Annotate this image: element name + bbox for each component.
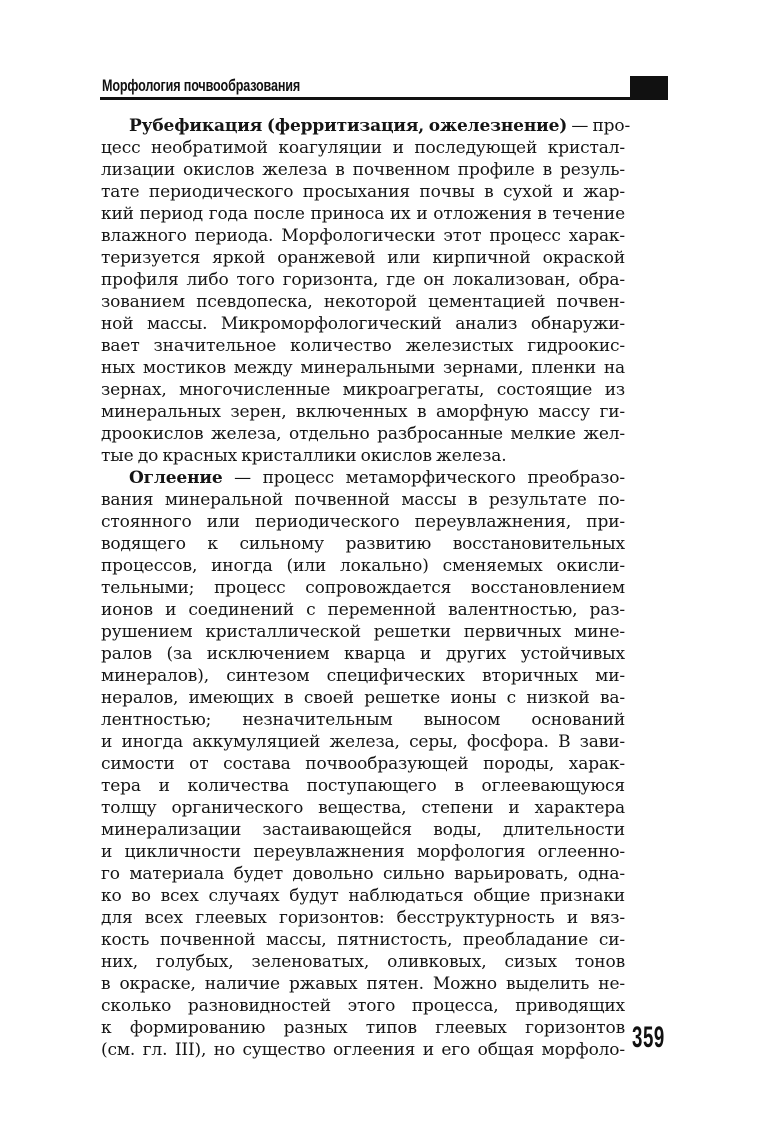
paragraph-gleying [101, 467, 625, 1061]
text-line: лизации окислов железа в почвенном профиле в резуль- [101, 160, 625, 180]
body-text [101, 115, 631, 1061]
text-line: (см. гл. III), но существо оглеения и его общая морфоло- [101, 1040, 625, 1060]
text-line: вает значительное количество железистых гидроокис- [101, 336, 625, 356]
text-line: сколько разновидностей этого процесса, приводящих [101, 996, 625, 1016]
running-header [100, 76, 668, 100]
text-line: и цикличности переувлажнения морфология оглеенно- [101, 842, 625, 862]
text-line: кость почвенной массы, пятнистость, преобладание си- [101, 930, 625, 950]
header-thumb-block [630, 76, 668, 100]
text-line: рушением кристаллической решетки первичных мине- [101, 622, 625, 642]
text-line: тера и количества поступающего в оглеевающуюся [101, 776, 625, 796]
text-line: цесс необратимой коагуляции и последующей кристал- [101, 138, 625, 158]
header-rule [100, 97, 668, 100]
text-line: минеральных зерен, включенных в аморфную массу ги- [101, 402, 625, 422]
text-line: тельными; процесс сопровождается восстановлением [101, 578, 625, 598]
term-heading: Оглеение [129, 468, 223, 488]
text-line: дроокислов железа, отдельно разбросанные мелкие жел- [101, 424, 625, 444]
text-line: лентностью; незначительным выносом оснований [101, 710, 625, 730]
text-line: водящего к сильному развитию восстановительных [101, 534, 625, 554]
text-line: вания минеральной почвенной массы в результате по- [101, 490, 625, 510]
page-number: 359 [632, 1021, 665, 1054]
text-line: ной массы. Микроморфологический анализ обнаружи- [101, 314, 625, 334]
text-line: го материала будет довольно сильно варьировать, одна- [101, 864, 625, 884]
text-line: них, голубых, зеленоватых, оливковых, сизых тонов [101, 952, 625, 972]
text-fragment: — процесс метаморфического преобразо- [222, 468, 625, 488]
paragraph-first-line [101, 467, 625, 489]
text-line: тате периодического просыхания почвы в сухой и жар- [101, 182, 625, 202]
text-line: кий период года после приноса их и отложения в течение [101, 204, 625, 224]
text-line: ралов (за исключением кварца и других устойчивых [101, 644, 625, 664]
text-line: для всех глеевых горизонтов: бесструктурность и вяз- [101, 908, 625, 928]
text-line: ко во всех случаях будут наблюдаться общие признаки [101, 886, 625, 906]
text-line: минералов), синтезом специфических вторичных ми- [101, 666, 625, 686]
text-line: теризуется яркой оранжевой или кирпичной окраской [101, 248, 625, 268]
text-line: тые до красных кристаллики окислов железа. [101, 446, 507, 466]
text-line: симости от состава почвообразующей породы, харак- [101, 754, 625, 774]
text-line: зернах, многочисленные микроагрегаты, состоящие из [101, 380, 625, 400]
paragraph-first-line [101, 115, 631, 137]
text-line: процессов, иногда (или локально) сменяемых окисли- [101, 556, 625, 576]
text-line: влажного периода. Морфологически этот процесс харак- [101, 226, 625, 246]
text-line: стоянного или периодического переувлажнения, при- [101, 512, 625, 532]
running-header-title: Морфология почвообразования [102, 76, 301, 95]
text-line: ионов и соединений с переменной валентностью, раз- [101, 600, 625, 620]
text-line: нералов, имеющих в своей решетке ионы с низкой ва- [101, 688, 625, 708]
paragraph-rubefication [101, 115, 631, 467]
text-line: минерализации застаивающейся воды, длительности [101, 820, 625, 840]
term-heading: Рубефикация (ферритизация, ожелезнение) [129, 116, 568, 136]
text-line: и иногда аккумуляцией железа, серы, фосфора. В зави- [101, 732, 625, 752]
text-line: профиля либо того горизонта, где он локализован, обра- [101, 270, 625, 290]
text-line: толщу органического вещества, степени и характера [101, 798, 625, 818]
text-line: к формированию разных типов глеевых горизонтов [101, 1018, 625, 1038]
text-line: зованием псевдопеска, некоторой цементацией почвен- [101, 292, 625, 312]
text-line: ных мостиков между минеральными зернами, пленки на [101, 358, 625, 378]
text-line: в окраске, наличие ржавых пятен. Можно выделить не- [101, 974, 625, 994]
text-fragment: — про- [567, 116, 631, 136]
